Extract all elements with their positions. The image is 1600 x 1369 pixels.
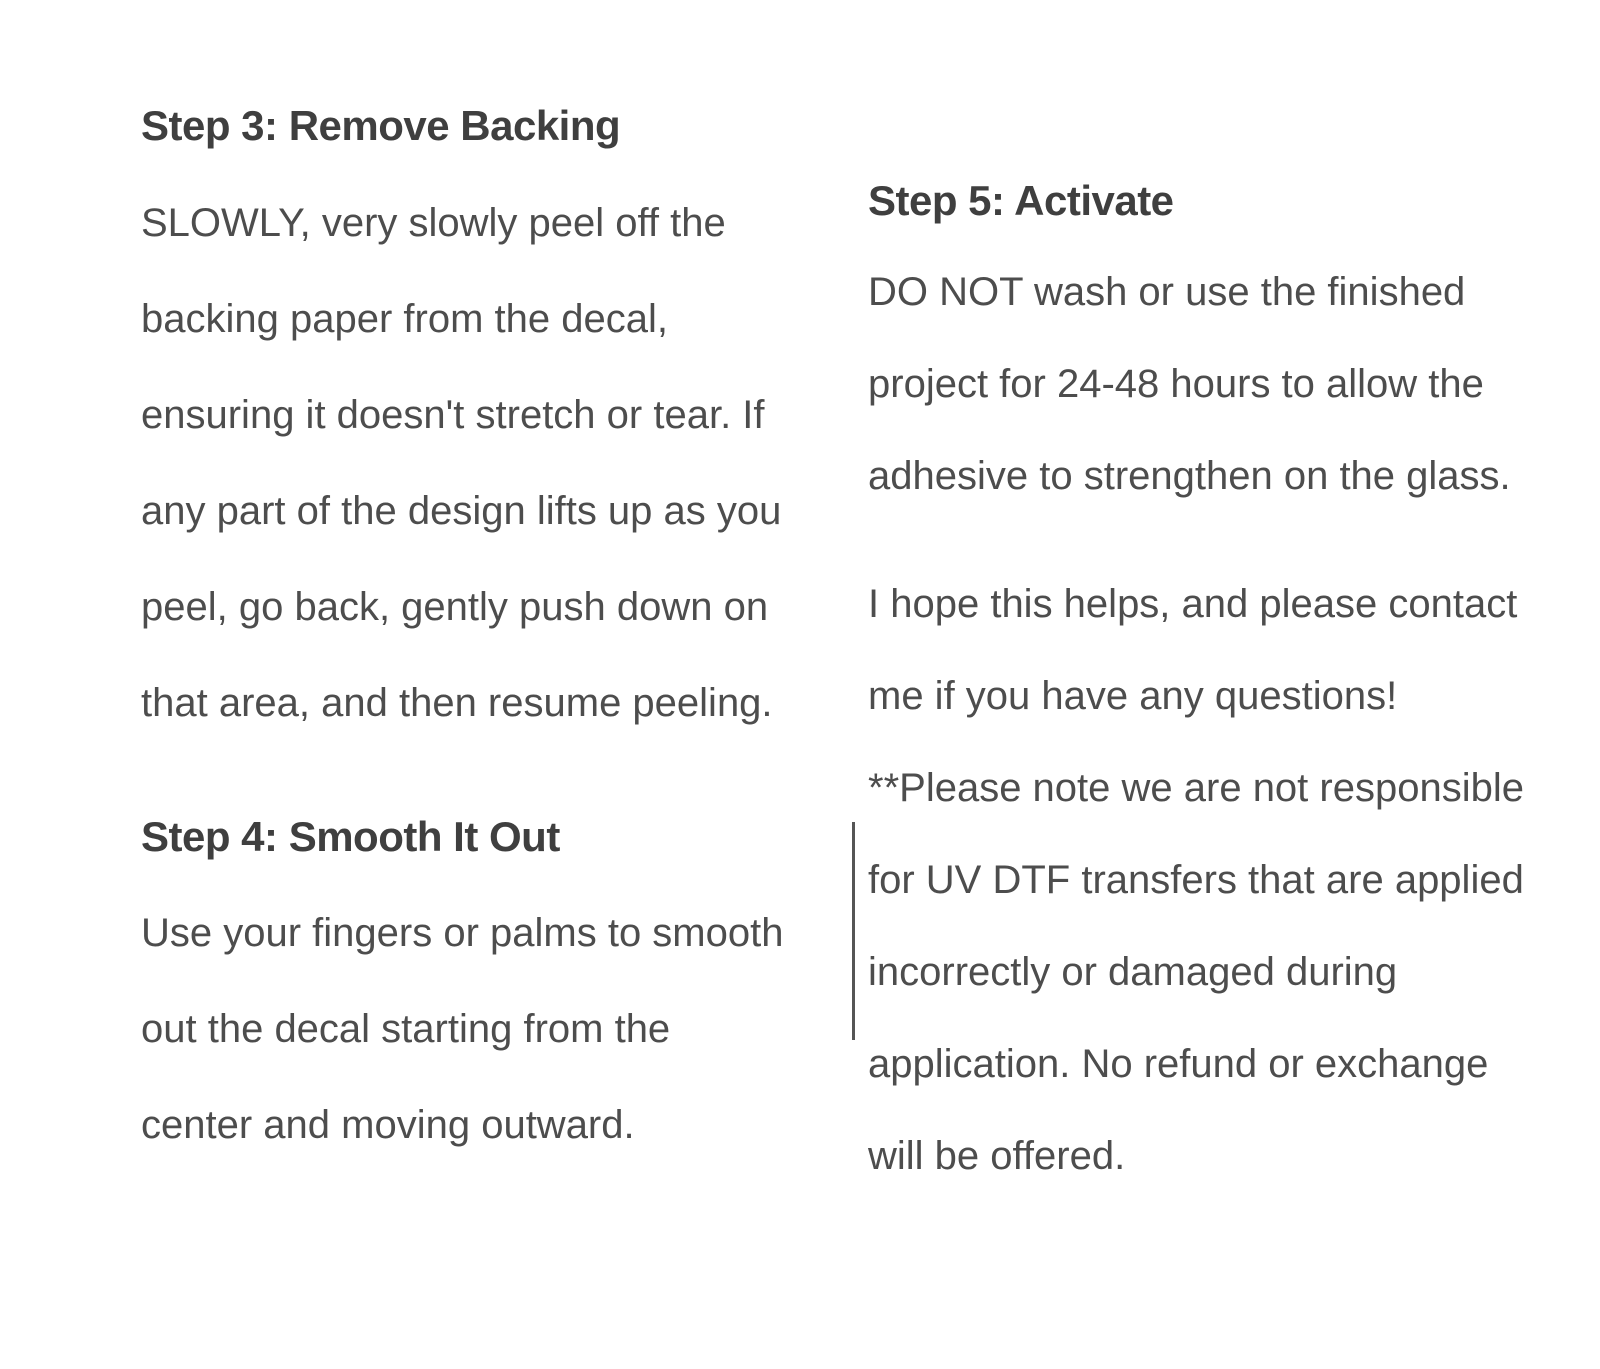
step-3-line: backing paper from the decal,: [141, 297, 668, 341]
step-5-text: [868, 246, 1511, 522]
step-3-line: SLOWLY, very slowly peel off the: [141, 201, 726, 245]
step-3-line: peel, go back, gently push down on: [141, 585, 769, 629]
step-4-text: [141, 885, 783, 1173]
step-3-line: any part of the design lifts up as you: [141, 489, 782, 533]
disclaimer-line: **Please note we are not responsible: [868, 766, 1524, 810]
step-3-line: that area, and then resume peeling.: [141, 681, 773, 725]
step-4-line: out the decal starting from the: [141, 1007, 671, 1051]
step-3-heading: Step 3: Remove Backing: [141, 102, 621, 149]
step-3-line: ensuring it doesn't stretch or tear. If: [141, 393, 765, 437]
text-cursor: [852, 822, 855, 1040]
disclaimer-line: application. No refund or exchange: [868, 1042, 1489, 1086]
closing-text: [868, 558, 1524, 1202]
step-4-line: center and moving outward.: [141, 1103, 635, 1147]
disclaimer-line: will be offered.: [868, 1134, 1126, 1178]
disclaimer-line: for UV DTF transfers that are applied: [868, 858, 1524, 902]
closing-line: I hope this helps, and please contact: [868, 582, 1518, 626]
step-5-line: adhesive to strengthen on the glass.: [868, 454, 1511, 498]
disclaimer-line: incorrectly or damaged during: [868, 950, 1398, 994]
step-3-text: [141, 175, 781, 751]
closing-line: me if you have any questions!: [868, 674, 1398, 718]
step-5-line: DO NOT wash or use the finished: [868, 270, 1466, 314]
step-5-heading: Step 5: Activate: [868, 177, 1174, 224]
step-4-line: Use your fingers or palms to smooth: [141, 911, 784, 955]
step-4-heading: Step 4: Smooth It Out: [141, 813, 560, 860]
step-5-line: project for 24-48 hours to allow the: [868, 362, 1484, 406]
